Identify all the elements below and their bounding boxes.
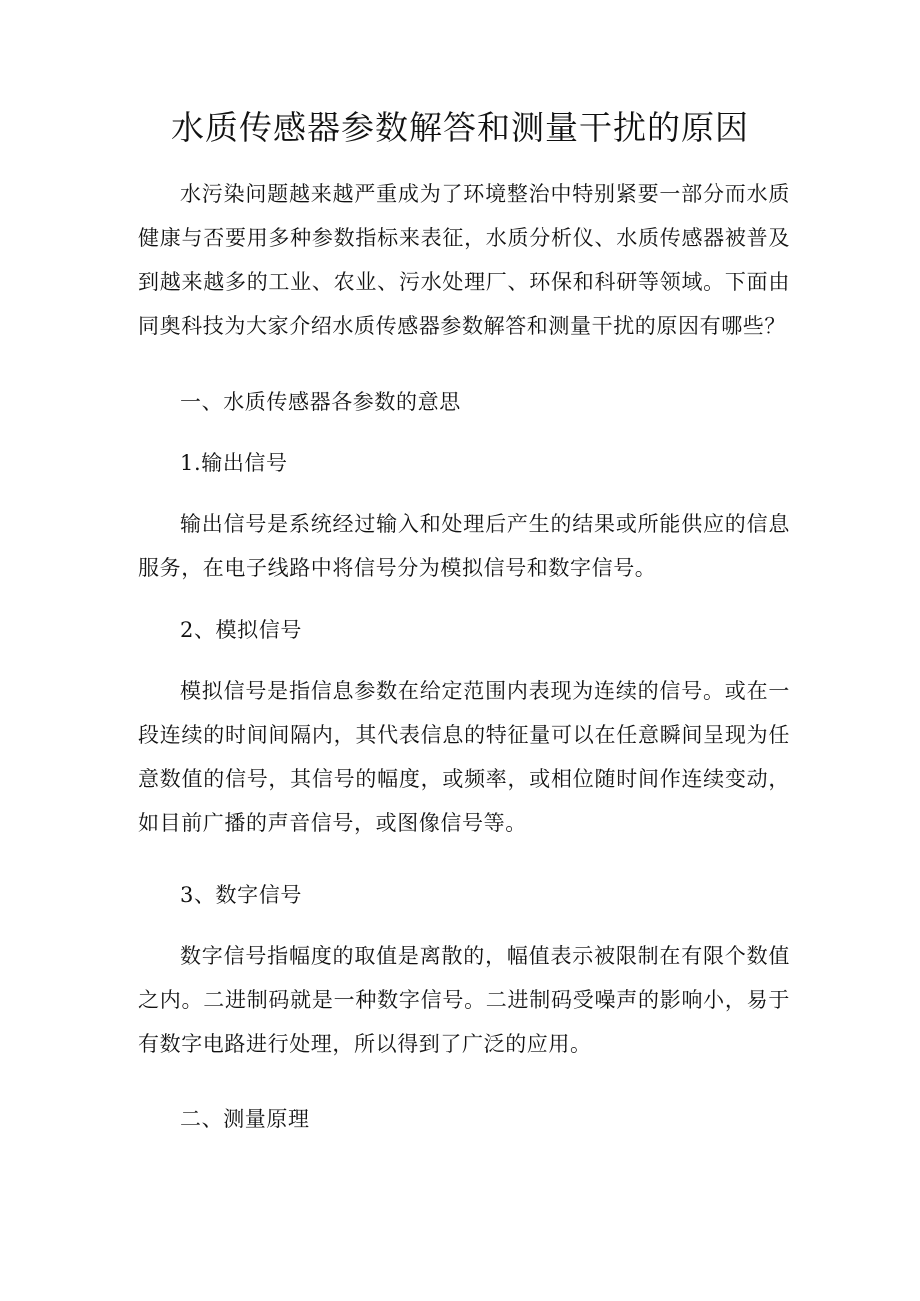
subheading-digital-signal: 3、数字信号 (180, 883, 302, 907)
subheading-output-signal: 1.输出信号 (180, 451, 288, 475)
paragraph-analog-signal: 模拟信号是指信息参数在给定范围内表现为连续的信号。或在一段连续的时间间隔内，其代表信息的特征量可以在任意瞬间呈现为任意数值的信号，其信号的幅度，或频率，或相位随时间作连续变动，如目前广播的声音信号，或图像信号等。 (138, 679, 790, 835)
paragraph-output-signal: 输出信号是系统经过输入和处理后产生的结果或所能供应的信息服务，在电子线路中将信号分为模拟信号和数字信号。 (138, 512, 790, 580)
intro-paragraph: 水污染问题越来越严重成为了环境整治中特别紧要一部分而水质健康与否要用多种参数指标来表征，水质分析仪、水质传感器被普及到越来越多的工业、农业、污水处理厂、环保和科研等领域。下面由同奥科技为大家介绍水质传感器参数解答和测量干扰的原因有哪些？ (138, 182, 790, 338)
section-heading-measurement-principle: 二、测量原理 (180, 1107, 310, 1131)
section-heading-parameters: 一、水质传感器各参数的意思 (180, 390, 461, 414)
document-title: 水质传感器参数解答和测量干扰的原因 (171, 108, 749, 147)
paragraph-digital-signal: 数字信号指幅度的取值是离散的，幅值表示被限制在有限个数值之内。二进制码就是一种数字信号。二进制码受噪声的影响小，易于有数字电路进行处理，所以得到了广泛的应用。 (138, 944, 790, 1056)
subheading-analog-signal: 2、模拟信号 (180, 618, 302, 642)
